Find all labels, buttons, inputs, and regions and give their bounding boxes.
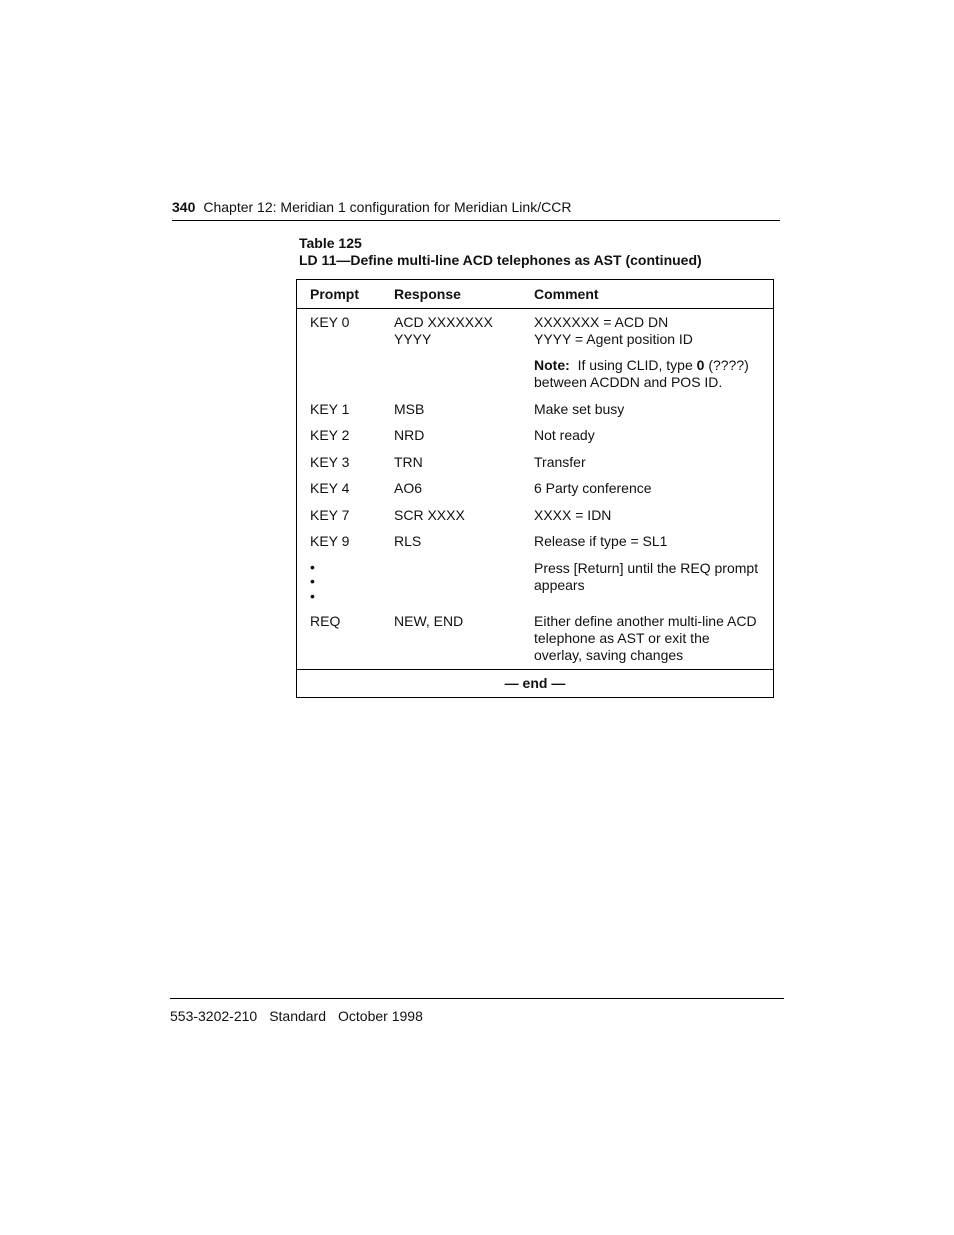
response-cell: TRN — [394, 453, 423, 470]
prompt-cell: KEY 4 — [310, 480, 350, 496]
comment-line: telephone as AST or exit the — [534, 629, 710, 646]
column-header-prompt: Prompt — [310, 286, 359, 302]
comment-line: Press [Return] until the REQ prompt — [534, 559, 759, 576]
comment-cell — [534, 314, 773, 391]
continuation-dots — [297, 560, 394, 604]
table-row — [297, 314, 773, 391]
comment-cell: XXXX = IDN — [534, 506, 612, 523]
table-number: Table 125 — [299, 235, 362, 251]
comment-cell: Not ready — [534, 427, 595, 443]
comment-line: appears — [534, 576, 585, 593]
table-row — [297, 401, 773, 418]
document-number: 553-3202-210 — [170, 1008, 258, 1024]
table-title: LD 11—Define multi-line ACD telephones as AST (continued) — [299, 252, 702, 268]
ld11-table — [296, 279, 774, 698]
column-header-response: Response — [394, 286, 461, 302]
table-body — [297, 309, 773, 669]
table-row — [297, 480, 773, 497]
note-line2: between ACDDN and POS ID. — [534, 374, 723, 390]
table-row — [297, 507, 773, 524]
comment-line: overlay, saving changes — [534, 646, 684, 663]
comment-cell: Make set busy — [534, 400, 625, 417]
comment-line: Either define another multi-line ACD — [534, 612, 757, 629]
comment-cell — [534, 613, 773, 664]
comment-line: YYYY = Agent position ID — [534, 331, 693, 347]
bullet-dot: • — [310, 573, 315, 589]
comment-cell: Release if type = SL1 — [534, 533, 668, 549]
prompt-cell: KEY 7 — [310, 506, 350, 523]
comment-cell: Transfer — [534, 453, 586, 470]
note-bold-value: 0 — [696, 357, 705, 373]
prompt-cell: KEY 3 — [310, 453, 350, 470]
response-cell — [394, 314, 534, 391]
document-date: October 1998 — [338, 1008, 423, 1024]
prompt-cell: KEY 0 — [310, 314, 350, 330]
prompt-cell: KEY 2 — [310, 427, 350, 443]
prompt-cell: KEY 9 — [310, 533, 350, 549]
bullet-dot: • — [310, 558, 315, 575]
response-cell: RLS — [394, 533, 422, 549]
comment-cell: 6 Party conference — [534, 480, 652, 496]
table-row — [297, 613, 773, 664]
response-cell: NEW, END — [394, 612, 464, 629]
page-number: 340 — [172, 199, 196, 215]
table-row — [297, 560, 773, 604]
bullet-dot: • — [310, 587, 315, 604]
prompt-cell: KEY 1 — [310, 400, 350, 417]
table-header-row — [297, 280, 773, 309]
response-line: YYYY — [394, 331, 432, 347]
response-cell: NRD — [394, 427, 425, 443]
response-cell: AO6 — [394, 480, 423, 496]
chapter-title: Chapter 12: Meridian 1 configuration for Meridian Link/CCR — [203, 199, 572, 215]
table-row — [297, 454, 773, 471]
note-label: Note: — [534, 357, 570, 373]
page-footer — [170, 998, 784, 1025]
response-cell: SCR XXXX — [394, 506, 465, 523]
table-note — [534, 357, 765, 391]
response-cell: MSB — [394, 400, 425, 417]
table-row — [297, 533, 773, 550]
prompt-cell: REQ — [310, 612, 341, 629]
response-line: ACD XXXXXXX — [394, 314, 493, 330]
table-row — [297, 427, 773, 444]
comment-cell — [534, 560, 773, 604]
table-end-marker: — end — — [297, 669, 773, 697]
document-status: Standard — [269, 1008, 327, 1024]
response-cell — [394, 560, 534, 604]
table-caption — [299, 235, 779, 269]
note-text-after: (????) — [708, 357, 749, 373]
page-header — [172, 199, 780, 221]
comment-line: XXXXXXX = ACD DN — [534, 314, 669, 330]
column-header-comment: Comment — [534, 286, 599, 302]
note-text: If using CLID, type — [577, 357, 693, 373]
